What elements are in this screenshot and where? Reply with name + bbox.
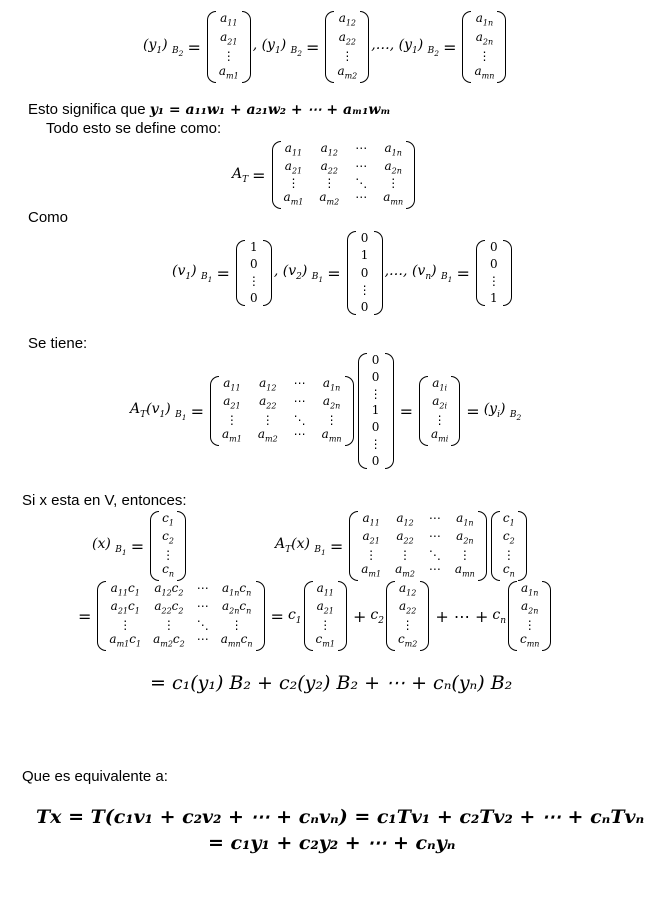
matrix-entry: $a_{2i}$: [432, 394, 448, 411]
eq4r-cells: [428, 376, 451, 446]
eq3c3-cells: [485, 240, 503, 306]
matrix-entry: 0: [490, 240, 498, 254]
eq1-lhs1: $(y_1)$ $_{B_2}$: [143, 36, 184, 58]
eq5c2-cells: [500, 511, 518, 581]
matrix-entry: $a_{m1}$: [361, 561, 382, 578]
matrix-entry: $a_{1n}$: [475, 11, 494, 28]
eq3-col3: [476, 240, 512, 306]
matrix-entry: $c_n$: [502, 561, 515, 578]
matrix-entry: $a_{2n}c_n$: [222, 599, 252, 616]
matrix-entry: ⋮: [222, 49, 235, 63]
matrix-entry: ⋯: [428, 561, 441, 576]
matrix-entry: ⋮: [369, 437, 382, 452]
matrix-entry: $c_n$: [162, 561, 175, 578]
matrix-entry: $c_{m1}$: [315, 631, 335, 648]
AT-def: $A_T$ = $a_{11}$ $a_{12}$ ⋯ $a_{1n}$ $a_{21}$ $a_{22}$ ⋯ $a_{2n}$ ⋮ ⋮ ⋱ ⋮ $a_{m1}$ $a_{m2}$ ⋯ $a_{mn}$: [232, 140, 417, 210]
matrix-entry: ⋮: [502, 547, 515, 562]
eq4m-cells: [219, 376, 345, 446]
matrix-entry: ⋮: [399, 547, 411, 562]
matrix-entry: $a_{mn}$: [454, 561, 475, 578]
matrix-entry: $c_{m2}$: [397, 631, 418, 648]
matrix-entry: ⋯: [293, 394, 306, 409]
eq6m-cells: [106, 581, 255, 651]
eq8b: = c₁y₁ + c₂y₂ + ⋯ + cₙyₙ: [208, 832, 456, 854]
matrix-entry: ⋮: [119, 617, 132, 632]
matrix-entry: 0: [360, 300, 369, 314]
matrix-entry: ⋮: [387, 176, 400, 191]
matrix-entry: ⋮: [478, 49, 491, 63]
matrix-entry: $a_{12}$: [320, 141, 338, 158]
matrix-entry: $a_{21}$: [220, 30, 238, 47]
matrix-entry: ⋮: [401, 617, 414, 632]
matrix-entry: 0: [490, 257, 498, 271]
matrix-entry: $a_{mn}$: [321, 426, 342, 443]
eq6-matrix: [97, 581, 264, 651]
eq6-vn: [508, 581, 551, 651]
matrix-entry: $a_{1n}$: [456, 511, 474, 528]
atm-cells: [281, 141, 407, 209]
matrix-entry: $a_{21}$: [316, 599, 334, 616]
matrix-entry: ⋮: [433, 412, 446, 427]
matrix-entry: $a_{22}$: [338, 30, 357, 47]
matrix-entry: 0: [371, 353, 380, 367]
text2: Todo esto se define como:: [46, 120, 222, 137]
matrix-entry: $a_{1i}$: [432, 376, 448, 393]
text5: Si x esta en V, entonces:: [22, 492, 187, 509]
text6: Que es equivalente a:: [22, 768, 168, 785]
matrix-entry: $a_{22}$: [259, 394, 277, 411]
eq5-left: (x) $_{B_1}$ = $c_1$ $c_2$ ⋮ $c_n$: [92, 510, 188, 582]
eq5-matrix: [349, 511, 487, 581]
matrix-entry: $a_{22}$: [398, 599, 417, 616]
matrix-entry: $a_{12}$: [398, 581, 417, 598]
matrix-entry: ⋯: [196, 581, 209, 595]
matrix-entry: $a_{22}$: [320, 158, 338, 176]
matrix-entry: $a_{21}$: [223, 394, 241, 411]
matrix-entry: ⋮: [365, 547, 378, 562]
matrix-entry: $a_{mn}$: [474, 63, 495, 80]
matrix-entry: ⋮: [341, 49, 354, 63]
matrix-entry: 0: [360, 231, 369, 245]
matrix-entry: $a_{12}c_2$: [154, 581, 184, 598]
matrix-entry: $a_{m1}$: [221, 426, 242, 443]
matrix-entry: ⋮: [487, 274, 500, 288]
matrix-entry: ⋯: [293, 426, 306, 441]
text4: Se tiene:: [28, 335, 88, 352]
matrix-entry: $a_{22}c_2$: [154, 599, 184, 616]
eq1c2-cells: [334, 11, 360, 83]
matrix-entry: $a_{m2}$: [257, 426, 278, 443]
matrix-entry: ⋯: [355, 158, 368, 173]
eq6-v1: [304, 581, 347, 651]
eq1c1-cells: [216, 11, 242, 83]
eq6: = $a_{11}c_1$ $a_{12}c_2$ ⋯ $a_{1n}c_n$ $a_{21}c_1$ $a_{22}c_2$ ⋯ $a_{2n}c_n$ ⋮ ⋮ ⋱ ⋮ $a_{m1}c_1$ $a_{m2}c_2$ ⋯ $a_{mn}c_n$ = $c_1$ $a_{11}$ $a_{21}$ ⋮ $c_{m1}$ + $c_2$ $a_{12}$ $a_{22}$ ⋮ $c_{m2}$ + ⋯ + $c_n$ $a_{1n}$ $a_{2n}$ ⋮ $c_{mn}$: [74, 578, 553, 654]
matrix-entry: ⋮: [523, 617, 536, 632]
matrix-entry: $a_{m2}$: [395, 561, 415, 578]
matrix-entry: $c_1$: [502, 511, 515, 528]
eq1-col2: [325, 11, 369, 83]
matrix-entry: $a_{2n}$: [456, 529, 474, 546]
eq3-col2: [347, 231, 383, 315]
eq8a: Tx = T(c₁v₁ + c₂v₂ + ⋯ + cₙvₙ) = c₁Tv₁ + c₂Tv₂ + ⋯ + cₙTvₙ: [36, 806, 645, 828]
eq3c2-cells: [356, 231, 374, 315]
eq5-cvec: [150, 511, 186, 581]
matrix-entry: $a_{m2}$: [319, 189, 340, 206]
AT-matrix: [272, 141, 416, 209]
matrix-entry: $a_{m2}c_2$: [153, 631, 185, 648]
matrix-entry: $c_1$: [162, 511, 174, 528]
matrix-entry: $a_{m1}c_1$: [109, 631, 142, 648]
matrix-entry: ⋮: [458, 547, 471, 562]
eq3c1-cells: [245, 240, 263, 306]
matrix-entry: ⋱: [196, 617, 209, 632]
matrix-entry: 0: [371, 369, 380, 384]
text3: Como: [28, 209, 69, 226]
matrix-entry: $a_{11}$: [362, 511, 380, 528]
matrix-entry: $a_{mn}$: [383, 189, 404, 206]
eq5m-cells: [358, 511, 478, 581]
matrix-entry: ⋮: [247, 274, 260, 288]
matrix-entry: ⋯: [428, 511, 441, 525]
matrix-entry: $a_{11}c_1$: [110, 581, 140, 598]
eq4v-cells: [367, 353, 385, 469]
matrix-entry: 0: [371, 420, 380, 435]
matrix-entry: $c_{mn}$: [519, 631, 540, 648]
matrix-entry: $a_{m1}$: [218, 63, 239, 80]
eq4-vector: [358, 353, 394, 469]
eq5-cvec2: [491, 511, 527, 581]
matrix-entry: $a_{1n}$: [322, 376, 341, 393]
text1: Esto significa que y₁ = a₁₁w₁ + a₂₁w₂ + ⋯ + aₘ₁wₘ: [28, 101, 391, 118]
matrix-entry: 1: [371, 403, 380, 418]
matrix-entry: $a_{mi}$: [430, 426, 449, 443]
matrix-entry: ⋮: [230, 617, 243, 632]
matrix-entry: $a_{12}$: [259, 376, 277, 393]
matrix-entry: ⋮: [287, 176, 300, 191]
matrix-entry: ⋯: [196, 631, 209, 646]
eq4-result: [419, 376, 460, 446]
eq7: = c₁(y₁) B₂ + c₂(y₂) B₂ + ⋯ + cₙ(yₙ) B₂: [150, 672, 513, 694]
matrix-entry: $c_2$: [162, 529, 174, 546]
matrix-entry: ⋮: [162, 547, 175, 562]
matrix-entry: ⋯: [293, 376, 306, 390]
eq6-v2: [386, 581, 429, 651]
eq1: $(y_1)$ $_{B_2}$ = $a_{11}$ $a_{21}$ ⋮ $a_{m1}$ , $(y_1)$ $_{B_2}$ = $a_{12}$ $a_{22}$ ⋮ $a_{m2}$ ,…, $(y_1)$ $_{B_2}$ = $a_{1n}$ $a_{2n}$ ⋮ $a_{mn}$: [143, 10, 508, 84]
matrix-entry: $a_{m1}$: [283, 189, 304, 206]
matrix-entry: ⋯: [355, 189, 368, 204]
matrix-entry: ⋱: [293, 412, 306, 427]
eq3-col1: [236, 240, 272, 306]
matrix-entry: 0: [250, 291, 258, 305]
eq1-col1: [207, 11, 251, 83]
matrix-entry: $a_{2n}$: [521, 599, 539, 616]
eq1c3-cells: [471, 11, 497, 83]
eq1-col3: [462, 11, 506, 83]
eq5-right: $A_T(x)$ $_{B_1}$ = $a_{11}$ $a_{12}$ ⋯ $a_{1n}$ $a_{21}$ $a_{22}$ ⋯ $a_{2n}$ ⋮ ⋮ ⋱ ⋮ $a_{m1}$ $a_{m2}$ ⋯ $a_{mn}$ $c_1$ $c_2$ ⋮ $c_n$: [275, 510, 529, 582]
matrix-entry: $a_{mn}c_n$: [220, 631, 253, 648]
matrix-entry: $a_{12}$: [338, 11, 357, 28]
eq6v2-cells: [395, 581, 420, 651]
matrix-entry: $a_{1n}c_n$: [222, 581, 252, 598]
matrix-entry: ⋮: [325, 412, 338, 427]
matrix-entry: $c_2$: [502, 529, 515, 546]
eq3: $(v_1)$ $_{B_1}$ = 1 0 ⋮ 0 , $(v_2)$ $_{B_1}$ = 0 1 0 ⋮ 0 ,…, $(v_n)$ $_{B_1}$ = 0 0 ⋮ 1: [172, 230, 514, 316]
matrix-entry: $a_{11}$: [223, 376, 241, 393]
matrix-entry: $a_{11}$: [316, 581, 334, 598]
matrix-entry: $a_{1n}$: [521, 581, 539, 598]
matrix-entry: 0: [250, 257, 258, 271]
matrix-entry: ⋮: [369, 386, 382, 401]
matrix-entry: $a_{21}$: [362, 529, 380, 546]
matrix-entry: $a_{m2}$: [337, 63, 358, 80]
matrix-entry: $a_{1n}$: [384, 141, 402, 158]
matrix-entry: ⋯: [428, 529, 441, 544]
matrix-entry: $a_{2n}$: [384, 158, 402, 176]
matrix-entry: $a_{2n}$: [475, 30, 494, 47]
matrix-entry: ⋱: [355, 176, 368, 191]
matrix-entry: $a_{12}$: [396, 511, 414, 528]
matrix-entry: 0: [360, 265, 369, 280]
matrix-entry: ⋱: [428, 547, 441, 562]
matrix-entry: ⋮: [358, 282, 371, 297]
matrix-entry: ⋮: [162, 617, 175, 632]
matrix-entry: $a_{11}$: [284, 141, 303, 158]
matrix-entry: 1: [360, 248, 369, 263]
matrix-entry: 1: [250, 240, 258, 254]
matrix-entry: ⋮: [323, 176, 336, 191]
eq6v1-cells: [313, 581, 338, 651]
matrix-entry: 1: [490, 291, 498, 305]
matrix-entry: $a_{21}c_1$: [110, 599, 140, 616]
eq5c-cells: [159, 511, 177, 581]
eq6vn-cells: [517, 581, 542, 651]
matrix-entry: ⋯: [355, 141, 368, 155]
matrix-entry: $a_{2n}$: [322, 394, 341, 411]
matrix-entry: ⋯: [196, 599, 209, 614]
matrix-entry: 0: [371, 453, 380, 468]
matrix-entry: ⋮: [225, 412, 238, 427]
matrix-entry: ⋮: [319, 617, 332, 632]
eq4: $A_T(v_1)$ $_{B_1}$ = $a_{11}$ $a_{12}$ ⋯ $a_{1n}$ $a_{21}$ $a_{22}$ ⋯ $a_{2n}$ ⋮ ⋮ ⋱ ⋮ $a_{m1}$ $a_{m2}$ ⋯ $a_{mn}$ 0 0 ⋮ 1 0 ⋮ 0 = $a_{1i}$ $a_{2i}$ ⋮ $a_{mi}$ = $(y_i)$ $_{B_2}$: [130, 353, 522, 468]
matrix-entry: $a_{11}$: [220, 11, 238, 28]
matrix-entry: $a_{22}$: [396, 529, 414, 546]
eq4-matrix: [210, 376, 354, 446]
matrix-entry: ⋮: [261, 412, 274, 427]
matrix-entry: $a_{21}$: [284, 158, 303, 176]
